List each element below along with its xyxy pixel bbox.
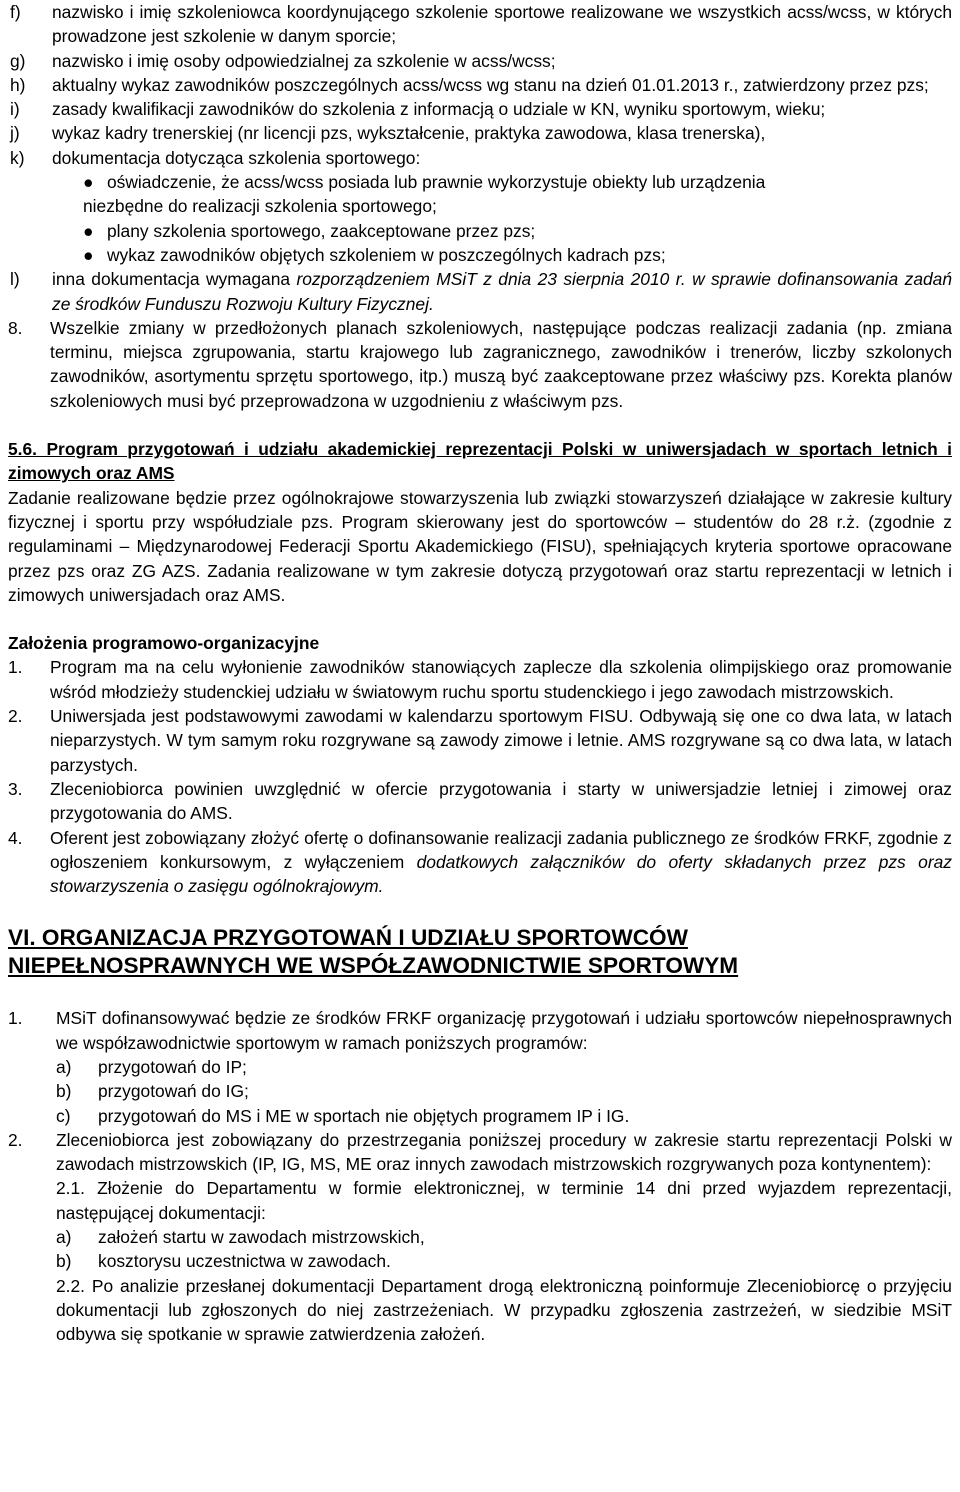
paragraph-text: Złożenie do Departamentu w formie elektronicznej, w terminie 14 dni przed wyjazdem reprezentacji, następującej dokumentacji: <box>56 1178 952 1223</box>
list-text: wykaz kadry trenerskiej (nr licencji pzs, wykształcenie, praktyka zawodowa, klasa trenerska), <box>52 123 766 144</box>
sub-label: b) <box>56 1251 72 1272</box>
bullet-item <box>8 243 952 267</box>
list-text: zasady kwalifikacji zawodników do szkolenia z informacją o udziale w KN, wyniku sportowym, wieku; <box>52 99 826 120</box>
list-label: 8. <box>8 317 23 338</box>
list-label: g) <box>10 50 26 71</box>
attachment-reference: dodatkowych załączników do oferty składanych przez pzs oraz stowarzyszenia o zasięgu ogólnokrajowym. <box>50 851 952 897</box>
list-text: Uniwersjada jest podstawowymi zawodami w kalendarzu sportowym FISU. Odbywają się one co dwa lata, w latach nieparzystych. W tym samym roku rozgrywane są zawody zimowe i letnie. AMS rozgrywane są co dwa lata, w latach parzystych. <box>50 706 952 775</box>
sub-text: przygotowań do IP; <box>98 1056 247 1077</box>
sub-item-b <box>56 1249 952 1273</box>
list-item-k <box>8 146 952 170</box>
sub-label: c) <box>56 1105 71 1126</box>
list-label: 3. <box>8 778 23 799</box>
assumptions-heading: Założenia programowo-organizacyjne <box>8 633 320 654</box>
bullet-icon: ● <box>83 172 94 193</box>
list-text: Zleceniobiorca jest zobowiązany do przestrzegania poniższej procedury w zakresie startu reprezentacji Polski w zawodach mistrzowskich (IP, IG, MS, ME oraz innych zawodach mistrzowskich rozgrywanych poza kontynentem): <box>56 1129 952 1175</box>
list-item-l <box>8 267 952 316</box>
bullet-item <box>8 170 952 194</box>
section-title: Program przygotowań i udziału akademickiej reprezentacji Polski w uniwersjadach w sportach letnich i zimowych oraz AMS <box>8 439 953 484</box>
list-item-g <box>8 49 952 73</box>
section-5-6-heading <box>8 437 952 486</box>
paragraph-number: 2.1. <box>56 1178 86 1199</box>
section-vi-heading <box>8 924 952 980</box>
sub-item-a <box>56 1055 952 1079</box>
assumption-item-3 <box>8 777 952 826</box>
list-label: 2. <box>8 706 23 727</box>
sub-label: a) <box>56 1227 72 1248</box>
paragraph-2-1 <box>56 1176 952 1225</box>
sub-label: b) <box>56 1081 72 1102</box>
bullet-icon: ● <box>83 220 94 241</box>
sub-item-b <box>56 1079 952 1103</box>
assumption-item-4 <box>8 826 952 899</box>
vi-item-1-content <box>56 1006 952 1127</box>
list-label: h) <box>10 74 26 95</box>
section-5-6-body: Zadanie realizowane będzie przez ogólnokrajowe stowarzyszenia lub związki stowarzyszeń działające w zakresie kultury fizycznej i sportu przy współudziale pzs. Program skierowany jest do sportowców – studentów do 28 r.ż. (zgodnie z regulaminami – Międzynarodowej Federacji Sportu Akademickiego (FISU), spełniających kryteria sportowe opracowane przez pzs oraz ZG AZS. Zadania realizowane w tym zakresie dotyczą przygotowań oraz startu reprezentacji w letnich i zimowych uniwersjadach oraz AMS. <box>8 487 952 605</box>
list-text <box>52 267 952 316</box>
list-text <box>50 826 952 899</box>
assumption-item-2 <box>8 704 952 777</box>
list-text: Zleceniobiorca powinien uwzględnić w ofercie przygotowania i starty w uniwersjadzie letniej i zimowej oraz przygotowania do AMS. <box>50 778 952 824</box>
regulation-reference: rozporządzeniem MSiT z dnia 23 sierpnia 2010 r. w sprawie dofinansowania zadań ze środków Funduszu Rozwoju Kultury Fizycznej. <box>52 269 953 314</box>
section-number: 5.6. <box>8 439 38 460</box>
list-text-plain: inna dokumentacja wymagana <box>52 269 297 290</box>
list-label: 2. <box>8 1129 23 1150</box>
list-item-i <box>8 97 952 121</box>
section-vi-heading-line2: NIEPEŁNOSPRAWNYCH WE WSPÓŁZAWODNICTWIE SPORTOWYM <box>8 953 739 979</box>
bullet-text: plany szkolenia sportowego, zaakceptowane przez pzs; <box>107 220 536 241</box>
sub-text: przygotowań do MS i ME w sportach nie objętych programem IP i IG. <box>98 1105 630 1126</box>
list-label: i) <box>10 99 20 120</box>
bullet-text: oświadczenie, że acss/wcss posiada lub prawnie wykorzystuje obiekty lub urządzenia <box>107 172 766 193</box>
vi-item-1 <box>8 1006 952 1127</box>
bullet-item <box>8 219 952 243</box>
sub-label: a) <box>56 1056 72 1077</box>
paragraph-text: Po analizie przesłanej dokumentacji Departament drogą elektroniczną poinformuje Zleceniobiorcę o przyjęciu dokumentacji lub zgłoszonych do niej zastrzeżeniach. W przypadku zgłoszenia zastrzeżeń, w siedzibie MSiT odbywa się spotkanie w sprawie zatwierdzenia założeń. <box>56 1275 952 1345</box>
list-item-j <box>8 121 952 145</box>
assumption-item-1 <box>8 655 952 704</box>
list-label: k) <box>10 147 25 168</box>
list-text: aktualny wykaz zawodników poszczególnych acss/wcss wg stanu na dzień 01.01.2013 r., zatwierdzony przez pzs; <box>52 74 929 95</box>
bullet-continuation: niezbędne do realizacji szkolenia sportowego; <box>83 196 437 217</box>
list-text-plain: Oferent jest zobowiązany złożyć ofertę o dofinansowanie realizacji zadania publicznego ze środków FRKF, zgodnie z ogłoszeniem konkursowym, z wyłączeniem <box>50 827 952 872</box>
sub-item-c <box>56 1104 952 1128</box>
list-items-f-k <box>8 0 952 316</box>
list-text: Wszelkie zmiany w przedłożonych planach szkoleniowych, następujące podczas realizacji zadania (np. zmiana terminu, miejsca zgrupowania, startu krajowego lub zagranicznego, zawodników i trenerów, liczby szkolonych zawodników, asortymentu sprzętu sportowego, itp.) muszą być zaakceptowane przez właściwy pzs. Korekta planów szkoleniowych musi być przeprowadzona w uzgodnieniu z właściwym pzs. <box>50 317 952 411</box>
paragraph-number: 2.2. <box>56 1275 86 1296</box>
list-label: 4. <box>8 827 23 848</box>
list-text: nazwisko i imię osoby odpowiedzialnej za szkolenie w acss/wcss; <box>52 50 556 71</box>
sub-text: kosztorysu uczestnictwa w zawodach. <box>98 1251 391 1272</box>
list-label: j) <box>10 123 20 144</box>
sub-text: przygotowań do IG; <box>98 1081 249 1102</box>
list-item-h <box>8 73 952 97</box>
paragraph-2-2 <box>56 1274 952 1347</box>
list-item-8 <box>8 316 952 413</box>
bullet-text: wykaz zawodników objętych szkoleniem w poszczególnych kadrach pzs; <box>107 244 666 265</box>
list-item-f <box>8 0 952 49</box>
list-label: 1. <box>8 1008 23 1029</box>
list-text: dokumentacja dotycząca szkolenia sportowego: <box>52 147 421 168</box>
sub-item-a <box>56 1225 952 1249</box>
list-label: l) <box>10 269 20 290</box>
bullet-icon: ● <box>83 244 94 265</box>
section-vi-heading-line1: VI. ORGANIZACJA PRZYGOTOWAŃ I UDZIAŁU SPORTOWCÓW <box>8 925 688 951</box>
sub-text: założeń startu w zawodach mistrzowskich, <box>98 1227 425 1248</box>
list-text: MSiT dofinansowywać będzie ze środków FRKF organizację przygotowań i udziału sportowców niepełnosprawnych we współzawodnictwie sportowym w ramach poniższych programów: <box>56 1008 952 1053</box>
vi-item-2 <box>8 1128 952 1347</box>
list-label: 1. <box>8 657 23 678</box>
list-text: Program ma na celu wyłonienie zawodników stanowiących zaplecze dla szkolenia olimpijskiego oraz promowanie wśród młodzieży studenckiej udziału w światowym ruchu sportu studenckiego i jego zawodach mistrzowskich. <box>50 657 952 702</box>
vi-item-2-content <box>56 1128 952 1347</box>
list-text: nazwisko i imię szkoleniowca koordynującego szkolenie sportowe realizowane we wszystkich acss/wcss, w których prowadzone jest szkolenie w danym sporcie; <box>52 2 952 47</box>
list-label: f) <box>10 2 21 22</box>
